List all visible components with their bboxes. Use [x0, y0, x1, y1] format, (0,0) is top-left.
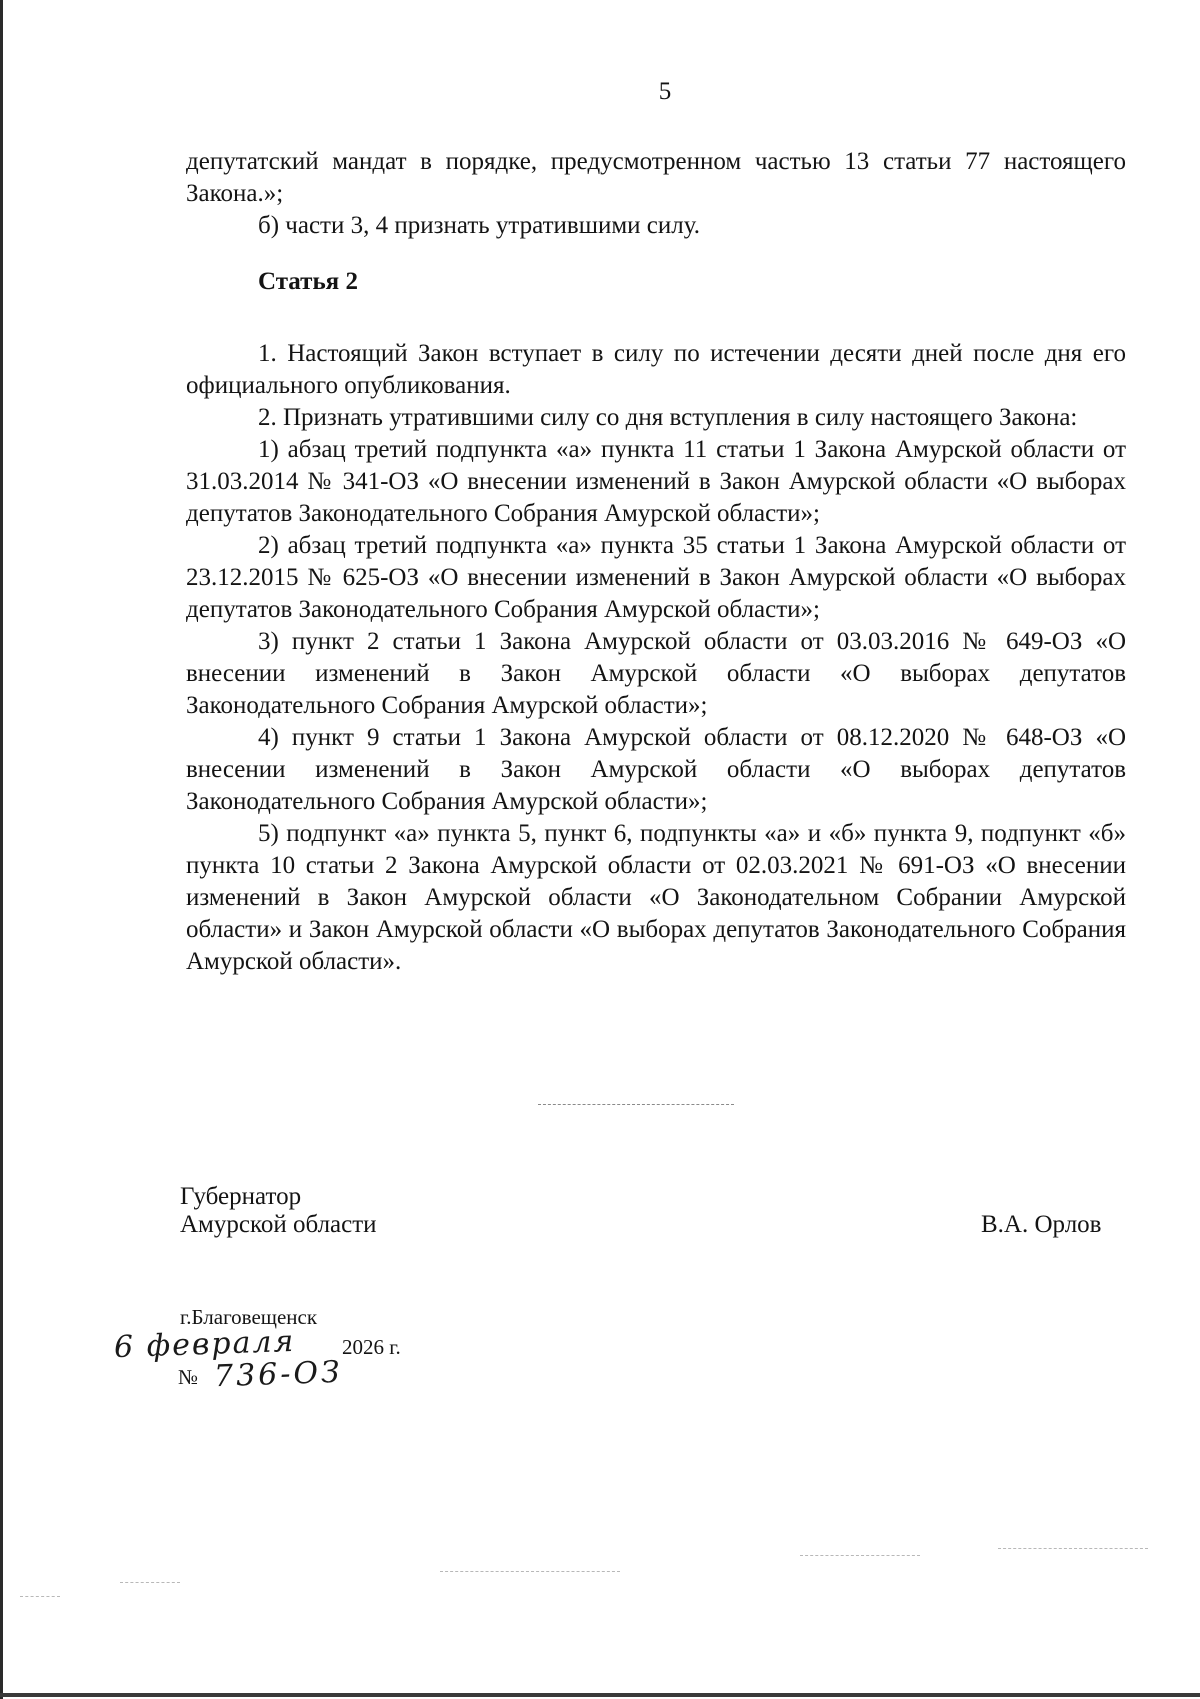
paragraph-point-1: 1. Настоящий Закон вступает в силу по истечении десяти дней после дня его официального опубликования.: [186, 340, 1126, 399]
signatory-title-line2: Амурской области: [180, 1211, 377, 1238]
list-item-2: 2) абзац третий подпункта «а» пункта 35 статьи 1 Закона Амурской области от 23.12.2015 № 625-ОЗ «О внесении изменений в Закон Амурской области «О выборах депутатов Законодательного Собрания Амурской области»;: [186, 532, 1126, 623]
list-item-4: 4) пункт 9 статьи 1 Закона Амурской области от 08.12.2020 № 648-ОЗ «О внесении изменений в Закон Амурской области «О выборах депутатов Законодательного Собрания Амурской области»;: [186, 724, 1126, 815]
date-year: 2026 г.: [342, 1335, 401, 1359]
page-number: 5: [658, 78, 672, 105]
paragraph-continuation: депутатский мандат в порядке, предусмотренном частью 13 статьи 77 настоящего Закона.»;: [186, 148, 1126, 207]
list-item-3: 3) пункт 2 статьи 1 Закона Амурской области от 03.03.2016 № 649-ОЗ «О внесении изменений в Закон Амурской области «О выборах депутатов Законодательного Собрания Амурской области»;: [186, 628, 1126, 719]
scan-artifact: [120, 1582, 180, 1583]
list-item-1: 1) абзац третий подпункта «а» пункта 11 статьи 1 Закона Амурской области от 31.03.2014 № 341-ОЗ «О внесении изменений в Закон Амурской области «О выборах депутатов Законодательного Собрания Амурской области»;: [186, 436, 1126, 527]
number-label: №: [178, 1365, 199, 1389]
handwritten-law-number: 736-ОЗ: [213, 1354, 344, 1395]
signatory-title-line1: Губернатор: [180, 1183, 302, 1210]
signature-separator: [538, 1104, 734, 1105]
scan-bottom-edge: [0, 1693, 1200, 1697]
scan-artifact: [20, 1596, 60, 1597]
place-date-block: [104, 1305, 524, 1415]
paragraph-point-2: 2. Признать утратившими силу со дня вступления в силу настоящего Закона:: [258, 404, 1078, 431]
scan-artifact: [440, 1571, 620, 1572]
document-body: [186, 146, 1126, 978]
scan-artifact: [800, 1555, 920, 1556]
paragraph-item-b: б) части 3, 4 признать утратившими силу.: [258, 212, 700, 239]
article-heading: Статья 2: [258, 268, 358, 295]
signatory-title: [180, 1183, 377, 1239]
signatory-name: В.А. Орлов: [981, 1211, 1102, 1238]
handwritten-date: 6 февраля: [113, 1323, 296, 1366]
scan-left-edge: [0, 0, 3, 1699]
place: г.Благовещенск: [180, 1305, 318, 1329]
scan-artifact: [998, 1548, 1148, 1549]
list-item-5: 5) подпункт «а» пункта 5, пункт 6, подпункты «а» и «б» пункта 9, подпункт «б» пункта 10 статьи 2 Закона Амурской области от 02.03.2021 № 691-ОЗ «О внесении изменений в Закон Амурской области «О Законодательном Собрании Амурской области» и Закон Амурской области «О выборах депутатов Законодательного Собрания Амурской области».: [186, 820, 1126, 975]
